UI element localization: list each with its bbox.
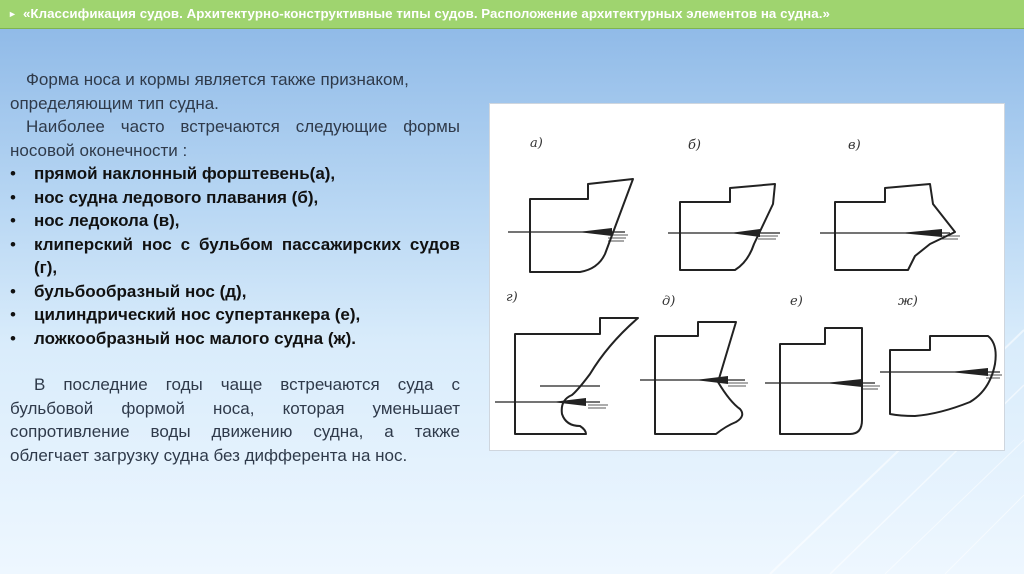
label-e: д) — [662, 294, 676, 309]
bow-types-list — [10, 162, 460, 350]
list-item: • клиперский нос с бульбом пассажирских судов (г), — [10, 233, 460, 280]
hull-b — [680, 184, 775, 270]
label-f: е) — [790, 294, 803, 309]
list-item: • бульбообразный нос (д), — [10, 280, 460, 304]
triangle-right-icon: ► — [8, 9, 17, 19]
slide-title — [8, 6, 830, 21]
label-a: а) — [530, 136, 543, 151]
list-item: • нос судна ледового плавания (б), — [10, 186, 460, 210]
header-bar — [0, 0, 1024, 29]
hull-c — [835, 184, 955, 270]
paragraph-2: Наиболее часто встречаются следующие формы носовой оконечности : — [10, 117, 460, 160]
label-b: б) — [688, 138, 702, 153]
list-item: • ложкообразный нос малого судна (ж). — [10, 327, 460, 351]
body-text — [10, 68, 460, 467]
label-c: в) — [848, 138, 861, 153]
hull-d — [515, 318, 638, 434]
hull-g — [890, 336, 996, 416]
hull-a — [530, 179, 633, 272]
bow-shapes-figure — [489, 103, 1005, 451]
label-g: ж) — [898, 294, 918, 309]
list-item: • прямой наклонный форштевень(а), — [10, 162, 460, 186]
hull-e — [655, 322, 742, 434]
list-item: • цилиндрический нос супертанкера (е), — [10, 303, 460, 327]
label-d: г) — [506, 290, 518, 305]
paragraph-1: Форма носа и кормы является также признаком, определяющим тип судна. — [10, 70, 409, 113]
slide-title-text: «Классификация судов. Архитектурно-конструктивные типы судов. Расположение архитектурных элементов на судна.» — [22, 6, 830, 21]
bow-shapes-drawing — [490, 104, 1004, 450]
paragraph-3: В последние годы чаще встречаются суда с бульбовой формой носа, которая уменьшает сопротивление воды движению судна, а также облегчает загрузку судна без дифферента на нос. — [10, 375, 460, 465]
list-item: • нос ледокола (в), — [10, 209, 460, 233]
